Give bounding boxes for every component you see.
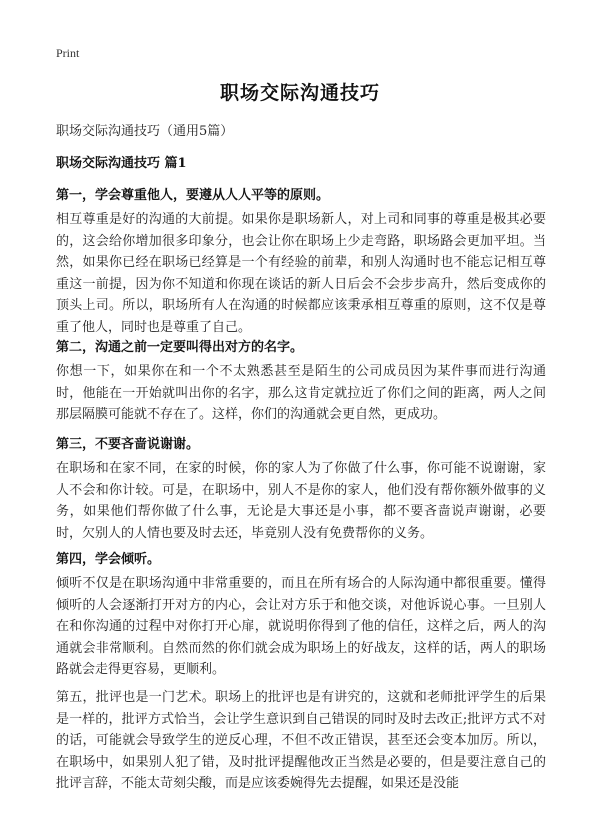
section-1-heading: 第一，学会尊重他人，要遵从人人平等的原则。 bbox=[56, 188, 330, 203]
document-subtitle: 职场交际沟通技巧（通用5篇） bbox=[56, 124, 234, 139]
section-3-body: 在职场和在家不同，在家的时候，你的家人为了你做了什么事，你可能不说谢谢，家人不会和你计较。可是，在职场中，别人不是你的家人，他们没有帮你额外做事的义务，如果他们帮你做了什么事，无论是大事还是小事，都不要吝啬说声谢谢，必要时，欠别人的人情也要及时去还，毕竟别人没有免费帮你的义务。 bbox=[56, 461, 546, 541]
article-heading: 职场交际沟通技巧 篇1 bbox=[56, 156, 187, 171]
section-5-paragraph: 第五，批评也是一门艺术。职场上的批评也是有讲究的，这就和老师批评学生的后果是一样的，批评方式恰当，会让学生意识到自己错误的同时及时去改正;批评方式不对的话，可能就会导致学生的逆反心理，不但不改正错误，甚至还会变本加厉。所以，在职场中，如果别人犯了错，及时批评提醒他改正当然是必要的，但是要注意自己的批评言辞，不能太苛刻尖酸，而是应该委婉得先去提醒，如果还是没能 bbox=[56, 690, 546, 791]
section-2-heading: 第二，沟通之前一定要叫得出对方的名字。 bbox=[56, 340, 304, 355]
section-4-body: 倾听不仅是在职场沟通中非常重要的，而且在所有场合的人际沟通中都很重要。懂得倾听的人会逐渐打开对方的内心，会让对方乐于和他交谈，对他诉说心事。一旦别人在和你沟通的过程中对你打开心扉，就说明你得到了他的信任，这样之后，两人的沟通就会非常顺利。自然而然的你们就会成为职场上的好战友，这样的话，两人的职场路就会走得更容易，更顺利。 bbox=[56, 576, 546, 677]
print-label: Print bbox=[56, 46, 80, 60]
section-4-heading: 第四，学会倾听。 bbox=[56, 552, 161, 567]
section-3-heading: 第三，不要吝啬说谢谢。 bbox=[56, 437, 200, 452]
section-2-body: 你想一下，如果你在和一个不太熟悉甚至是陌生的公司成员因为某件事而进行沟通时，他能在一开始就叫出你的名字，那么这肯定就拉近了你们之间的距离，两人之间那层隔膜可能就不存在了。这样，你们的沟通就会更自然，更成功。 bbox=[56, 364, 546, 422]
section-1-body: 相互尊重是好的沟通的大前提。如果你是职场新人，对上司和同事的尊重是极其必要的，这会给你增加很多印象分，也会让你在职场上少走弯路，职场路会更加平坦。当然，如果你已经在职场已经算是一个有经验的前辈，和别人沟通时也不能忘记相互尊重这一前提，因为你不知道和你现在谈话的新人日后会不会步步高升，然后变成你的顶头上司。所以，职场所有人在沟通的时候都应该秉承相互尊重的原则，这不仅是尊重了他人，同时也是尊重了自己。 bbox=[56, 212, 546, 335]
page-title: 职场交际沟通技巧 bbox=[219, 82, 380, 104]
